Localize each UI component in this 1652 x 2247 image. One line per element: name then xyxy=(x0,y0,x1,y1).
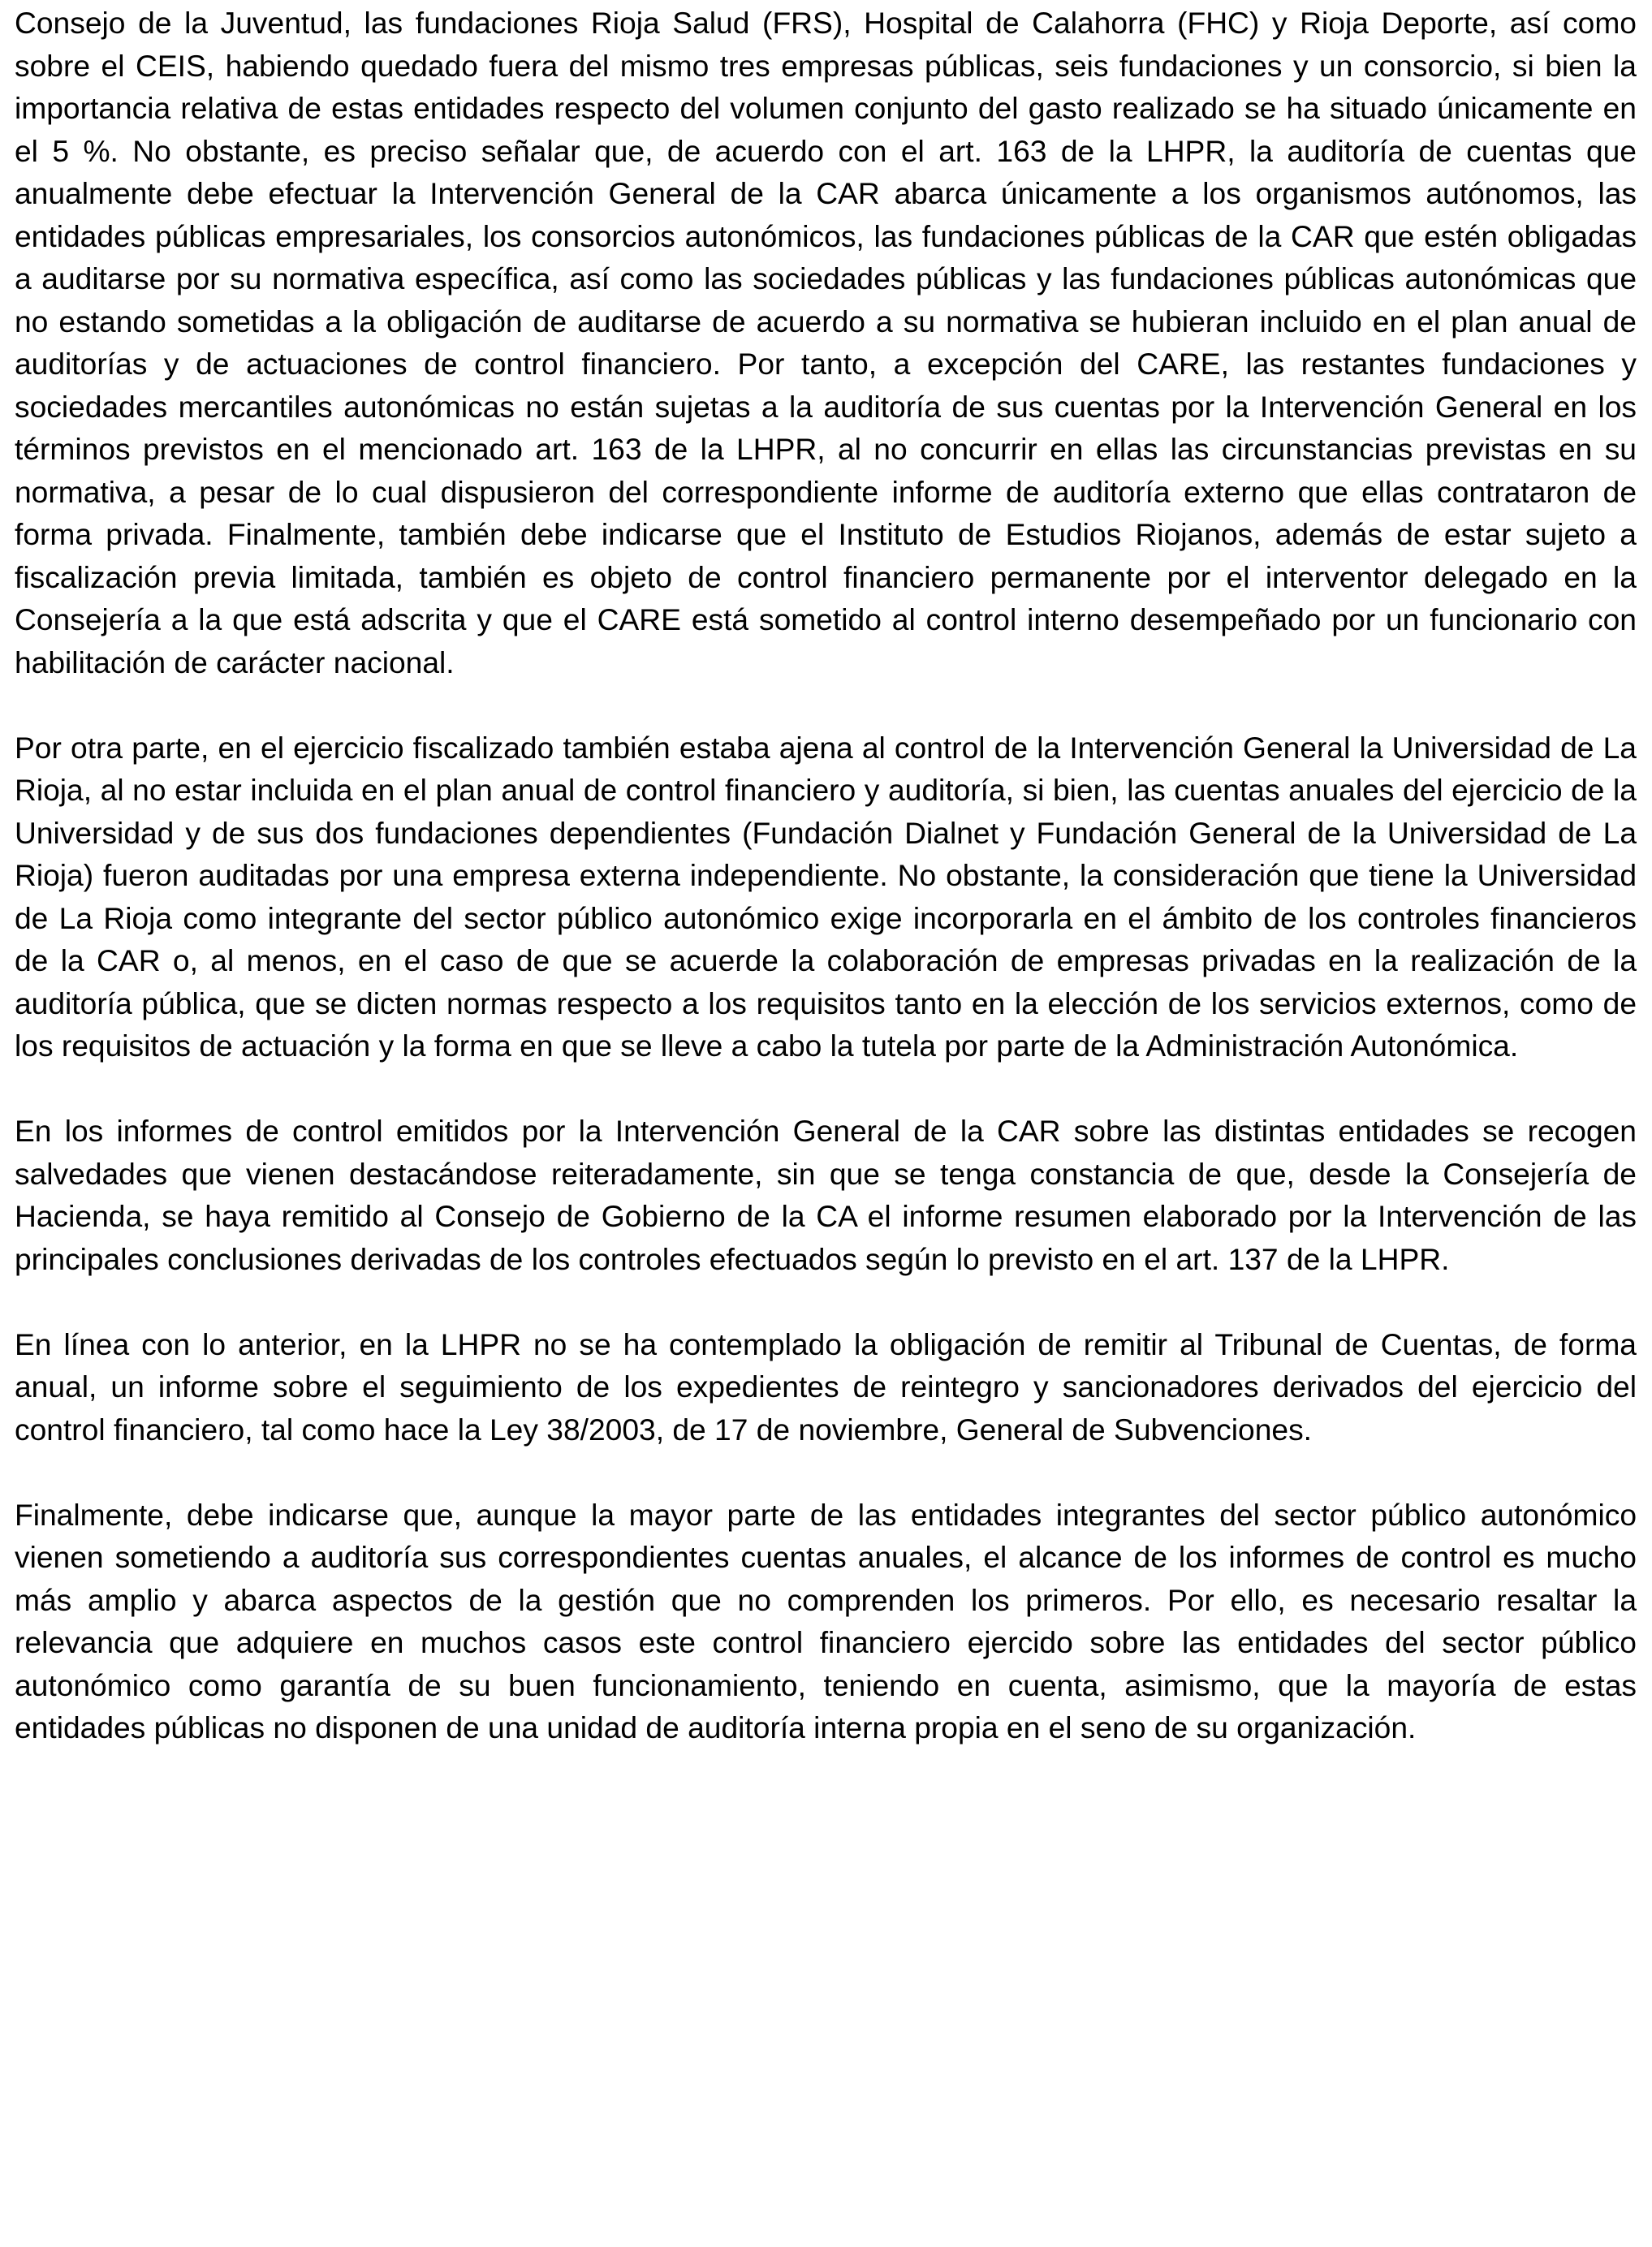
paragraph-tribunal-cuentas: En línea con lo anterior, en la LHPR no se ha contemplado la obligación de remitir al Tribunal de Cuentas, de forma anual, un informe sobre el seguimiento de los expedientes de reintegro y sancionadores derivados del ejercicio del control financiero, tal como hace la Ley 38/2003, de 17 de noviembre, General de Subvenciones. xyxy=(15,1326,1637,1447)
paragraph-conclusion-auditoria: Finalmente, debe indicarse que, aunque la mayor parte de las entidades integrantes del sector público autonómico vienen sometiendo a auditoría sus correspondientes cuentas anuales, el alcance de los informes de control es mucho más amplio y abarca aspectos de la gestión que no comprenden los primeros. Por ello, es necesario resaltar la relevancia que adquiere en muchos casos este control financiero ejercido sobre las entidades del sector público autonómico como garantía de su buen funcionamiento, teniendo en cuenta, asimismo, que la mayoría de estas entidades públicas no disponen de una unidad de auditoría interna propia en el seno de su organización. xyxy=(15,1497,1637,1745)
paragraph-universidad-la-rioja: Por otra parte, en el ejercicio fiscalizado también estaba ajena al control de la Intervención General la Universidad de La Rioja, al no estar incluida en el plan anual de control financiero y auditoría, si bien, las cuentas anuales del ejercicio de la Universidad y de sus dos fundaciones dependientes (Fundación Dialnet y Fundación General de la Universidad de La Rioja) fueron auditadas por una empresa externa independiente. No obstante, la consideración que tiene la Universidad de La Rioja como integrante del sector público autonómico exige incorporarla en el ámbito de los controles financieros de la CAR o, al menos, en el caso de que se acuerde la colaboración de empresas privadas en la realización de la auditoría pública, que se dicten normas respecto a los requisitos tanto en la elección de los servicios externos, como de los requisitos de actuación y la forma en que se lleve a cabo la tutela por parte de la Administración Autonómica. xyxy=(15,730,1637,1063)
paragraph-informes-control: En los informes de control emitidos por la Intervención General de la CAR sobre las distintas entidades se recogen salvedades que vienen destacándose reiteradamente, sin que se tenga constancia de que, desde la Consejería de Hacienda, se haya remitido al Consejo de Gobierno de la CA el informe resumen elaborado por la Intervención de las principales conclusiones derivadas de los controles efectuados según lo previsto en el art. 137 de la LHPR. xyxy=(15,1114,1637,1276)
paragraph-control-scope: Consejo de la Juventud, las fundaciones Rioja Salud (FRS), Hospital de Calahorra (FHC) y Rioja Deporte, así como sobre el CEIS, habiendo quedado fuera del mismo tres empresas públicas, seis fundaciones y un consorcio, si bien la importancia relativa de estas entidades respecto del volumen conjunto del gasto realizado se ha situado únicamente en el 5 %. No obstante, es preciso señalar que, de acuerdo con el art. 163 de la LHPR, la auditoría de cuentas que anualmente debe efectuar la Intervención General de la CAR abarca únicamente a los organismos autónomos, las entidades públicas empresariales, los consorcios autonómicos, las fundaciones públicas de la CAR que estén obligadas a auditarse por su normativa específica, así como las sociedades públicas y las fundaciones públicas autonómicas que no estando sometidas a la obligación de auditarse de acuerdo a su normativa se hubieran incluido en el plan anual de auditorías y de actuaciones de control financiero. Por tanto, a excepción del CARE, las restantes fundaciones y sociedades mercantiles autonómicas no están sujetas a la auditoría de sus cuentas por la Intervención General en los términos previstos en el mencionado art. 163 de la LHPR, al no concurrir en ellas las circunstancias previstas en su normativa, a pesar de lo cual dispusieron del correspondiente informe de auditoría externo que ellas contrataron de forma privada. Finalmente, también debe indicarse que el Instituto de Estudios Riojanos, además de estar sujeto a fiscalización previa limitada, también es objeto de control financiero permanente por el interventor delegado en la Consejería a la que está adscrita y que el CARE está sometido al control interno desempeñado por un funcionario con habilitación de carácter nacional. xyxy=(15,6,1637,679)
document-page xyxy=(15,2,1637,1749)
